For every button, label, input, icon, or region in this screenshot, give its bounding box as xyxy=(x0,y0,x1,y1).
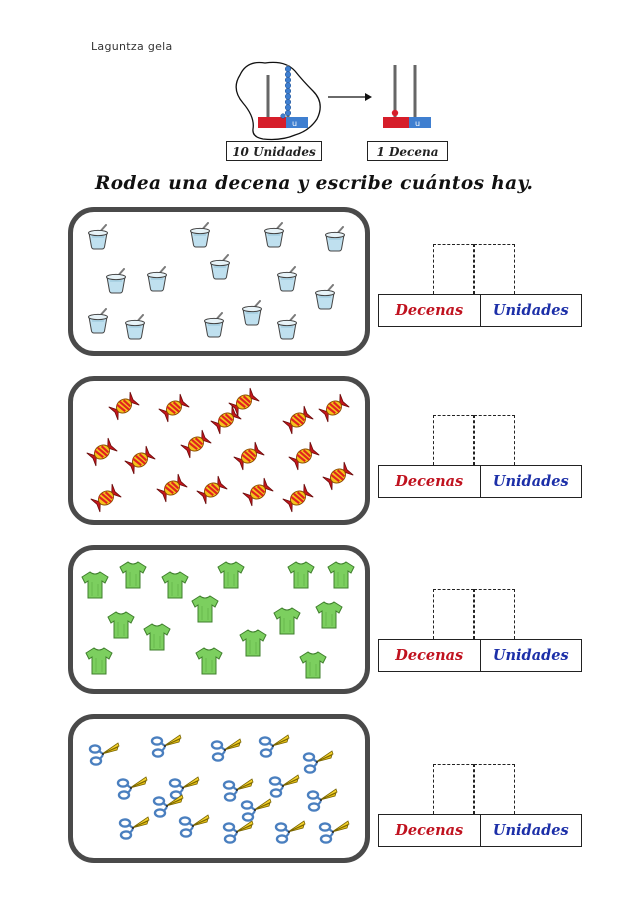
unidades-label: Unidades xyxy=(492,647,569,664)
yogurt-cup-icon xyxy=(202,312,226,338)
scissors-icon xyxy=(274,818,306,846)
abacus-letter-left: u xyxy=(292,119,298,128)
yogurt-cup-icon xyxy=(262,222,286,248)
yogurt-cup-icon xyxy=(240,300,264,326)
tens-answer-box[interactable] xyxy=(433,764,474,814)
scissors-icon xyxy=(152,792,184,820)
scissors-icon xyxy=(88,740,120,768)
tshirt-icon xyxy=(160,570,190,600)
tshirt-icon xyxy=(298,650,328,680)
tshirt-icon xyxy=(314,600,344,630)
tshirt-icon xyxy=(216,560,246,590)
tens-answer-box[interactable] xyxy=(433,589,474,639)
header-note: Laguntza gela xyxy=(91,40,173,53)
decenas-label: Decenas xyxy=(379,815,481,846)
units-answer-box[interactable] xyxy=(474,415,515,465)
scissors-icon xyxy=(118,814,150,842)
abacus-letter-right: u xyxy=(415,119,421,128)
tshirt-icon xyxy=(118,560,148,590)
tens-answer-box[interactable] xyxy=(433,415,474,465)
decenas-label: Decenas xyxy=(379,640,481,671)
tshirt-icon xyxy=(194,646,224,676)
tshirt-icon xyxy=(238,628,268,658)
tshirt-icon xyxy=(326,560,356,590)
decenas-label: Decenas xyxy=(379,466,481,497)
label-10-unidades: 10 Unidades xyxy=(226,141,322,161)
place-value-table xyxy=(378,814,582,847)
tshirt-icon xyxy=(80,570,110,600)
scissors-icon xyxy=(210,736,242,764)
scissors-icon xyxy=(258,732,290,760)
tshirt-icon xyxy=(272,606,302,636)
yogurt-cup-icon xyxy=(145,266,169,292)
yogurt-cup-icon xyxy=(188,222,212,248)
yogurt-cup-icon xyxy=(313,284,337,310)
scissors-icon xyxy=(268,772,300,800)
scissors-icon xyxy=(150,732,182,760)
tshirt-icon xyxy=(190,594,220,624)
scissors-icon xyxy=(240,796,272,824)
instruction-title: Rodea una decena y escribe cuántos hay. xyxy=(95,173,534,194)
units-answer-box[interactable] xyxy=(474,244,515,294)
tens-answer-box[interactable] xyxy=(433,244,474,294)
tshirt-icon xyxy=(286,560,316,590)
label-1-decena: 1 Decena xyxy=(367,141,448,161)
scissors-icon xyxy=(318,818,350,846)
place-value-table xyxy=(378,639,582,672)
unidades-label: Unidades xyxy=(492,302,569,319)
scissors-icon xyxy=(116,774,148,802)
yogurt-cup-icon xyxy=(86,308,110,334)
yogurt-cup-icon xyxy=(275,266,299,292)
units-answer-box[interactable] xyxy=(474,589,515,639)
yogurt-cup-icon xyxy=(104,268,128,294)
yogurt-cup-icon xyxy=(208,254,232,280)
unidades-label: Unidades xyxy=(492,473,569,490)
yogurt-cup-icon xyxy=(86,224,110,250)
decenas-label: Decenas xyxy=(379,295,481,326)
yogurt-cup-icon xyxy=(275,314,299,340)
yogurt-cup-icon xyxy=(323,226,347,252)
scissors-icon xyxy=(306,786,338,814)
tshirt-icon xyxy=(142,622,172,652)
unidades-label: Unidades xyxy=(492,822,569,839)
yogurt-cup-icon xyxy=(123,314,147,340)
tshirt-icon xyxy=(106,610,136,640)
scissors-icon xyxy=(302,748,334,776)
place-value-table xyxy=(378,294,582,327)
tshirt-icon xyxy=(84,646,114,676)
place-value-table xyxy=(378,465,582,498)
units-answer-box[interactable] xyxy=(474,764,515,814)
